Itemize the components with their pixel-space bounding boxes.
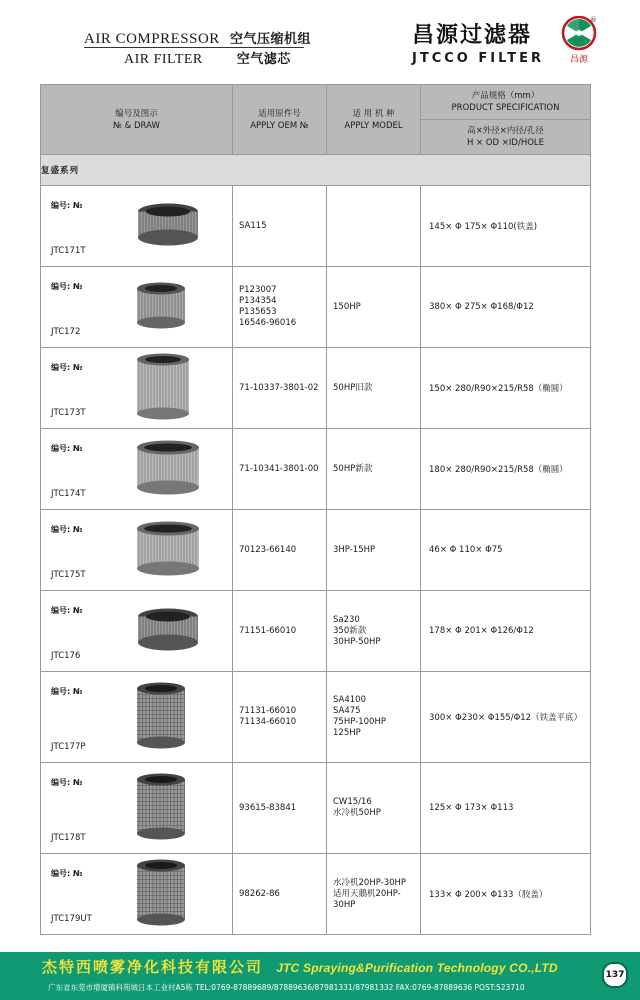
col-header-spec-sub (421, 120, 591, 155)
model-number: JTC176 (51, 651, 81, 661)
table-row (41, 510, 591, 591)
table-row (41, 267, 591, 348)
page-header (0, 0, 640, 82)
header-title-en: AIR COMPRESSOR (84, 31, 220, 47)
no-label: 编号: № (51, 201, 83, 210)
apply-model: 适用天鵝机20HP-30HP (333, 888, 401, 910)
no-label: 编号: № (51, 444, 83, 453)
spec-cell: 300× Φ230× Φ155/Φ12（铁盖平底） (421, 672, 591, 763)
model-cell (327, 186, 421, 267)
no-label: 编号: № (51, 687, 83, 696)
header-line2 (124, 48, 291, 68)
model-cell (327, 763, 421, 854)
spec-cell: 46× Φ 110× Φ75 (421, 510, 591, 591)
oem-cell (233, 672, 327, 763)
apply-model: SA4100 (333, 695, 366, 705)
model-cell (327, 591, 421, 672)
model-cell (327, 510, 421, 591)
apply-model: SA475 (333, 706, 361, 716)
oem-number: P123007 (239, 285, 277, 295)
brand (412, 18, 562, 66)
col-header-app-cn: 适 用 机 种 (352, 108, 395, 119)
header-subtitle-cn: 空气滤芯 (236, 52, 291, 67)
table-row (41, 854, 591, 935)
model-number: JTC179UT (51, 914, 92, 924)
oem-number: 71151-66010 (239, 625, 297, 636)
header-subtitle-en: AIR FILTER (124, 52, 203, 67)
col-header-spec-cn: 产品规格（mm） (471, 91, 540, 101)
no-label: 编号: № (51, 778, 83, 787)
header-title-cn: 空气压缩机组 (230, 32, 312, 47)
col-header-spec (421, 85, 591, 120)
registered-mark: ® (590, 16, 597, 24)
col-header-spec-sub-en: H × OD ×ID/HOLE (466, 138, 545, 148)
oem-cell (233, 267, 327, 348)
no-label: 编号: № (51, 282, 83, 291)
product-cell (41, 672, 233, 763)
col-header-no (41, 85, 233, 155)
filter-image (133, 681, 189, 754)
model-cell (327, 854, 421, 935)
spec-cell: 125× Φ 173× Φ113 (421, 763, 591, 854)
apply-model: 150HP (333, 301, 361, 312)
apply-model: 3HP-15HP (333, 544, 376, 555)
apply-model: 水冷机50HP (333, 808, 381, 818)
filter-image (133, 438, 203, 501)
col-header-app (327, 85, 421, 155)
apply-model: 75HP-100HP (333, 717, 386, 727)
product-cell (41, 348, 233, 429)
spec-cell: 180× 280/R90×215/R58（椭圆） (421, 429, 591, 510)
oem-cell (233, 591, 327, 672)
model-number: JTC178T (51, 833, 86, 843)
spec-cell: 150× 280/R90×215/R58（椭圆） (421, 348, 591, 429)
oem-number: 71-10341-3801-00 (239, 463, 319, 474)
table-row (41, 429, 591, 510)
no-label: 编号: № (51, 606, 83, 615)
oem-number: 16546-96016 (239, 318, 297, 328)
col-header-oem (233, 85, 327, 155)
col-header-no-en: № & DRAW (113, 120, 160, 131)
brand-name-en: JTCCO FILTER (412, 51, 544, 66)
apply-model: 125HP (333, 728, 361, 738)
oem-number: 71134-66010 (239, 717, 297, 727)
oem-number: 71-10337-3801-02 (239, 382, 319, 393)
model-number: JTC173T (51, 408, 86, 418)
model-number: JTC175T (51, 570, 86, 580)
model-cell (327, 672, 421, 763)
oem-cell (233, 763, 327, 854)
oem-number: 70123-66140 (239, 544, 297, 555)
product-cell (41, 186, 233, 267)
oem-cell (233, 186, 327, 267)
table-row (41, 591, 591, 672)
filter-image (133, 858, 189, 931)
brand-name-cn: 昌源过滤器 (412, 23, 533, 48)
logo-text: 昌源 (569, 55, 588, 65)
spec-cell: 380× Φ 275× Φ168/Φ12 (421, 267, 591, 348)
footer-address: 广东省东莞市增厦镇科苑城日本工业村A5栋 TEL:0769-87889689/87889636/87981331/87981332 FAX:0769-87889636 POST:523710 (48, 983, 525, 992)
col-header-spec-sub-cn: 高×外径×内径/孔径 (467, 126, 544, 136)
product-cell (41, 591, 233, 672)
model-number: JTC177P (51, 742, 86, 752)
oem-number: P134354 (239, 296, 277, 306)
spec-table (40, 84, 591, 935)
table-row (41, 348, 591, 429)
footer-company-cn: 杰特西喷雾净化科技有限公司 (42, 958, 264, 976)
oem-number: 71131-66010 (239, 706, 297, 716)
header-line1 (84, 28, 311, 48)
page-number: 137 (602, 962, 628, 988)
table-row (41, 672, 591, 763)
footer-company-en: JTC Spraying&Purification Technology CO.,LTD (276, 961, 558, 975)
product-cell (41, 267, 233, 348)
apply-model: CW15/16 (333, 797, 372, 807)
col-header-oem-cn: 适用原件号 (258, 108, 301, 119)
apply-model: 水冷机20HP-30HP (333, 877, 407, 888)
filter-image (133, 281, 189, 334)
oem-number: 93615-83841 (239, 802, 297, 813)
filter-image (133, 200, 203, 253)
table-row (41, 186, 591, 267)
model-cell (327, 267, 421, 348)
spec-cell: 178× Φ 201× Φ126/Φ12 (421, 591, 591, 672)
col-header-spec-en: PRODUCT SPECIFICATION (451, 103, 560, 113)
col-header-oem-en: APPLY OEM № (250, 120, 309, 131)
oem-cell (233, 854, 327, 935)
model-cell (327, 348, 421, 429)
spec-cell: 133× Φ 200× Φ133（胶盖） (421, 854, 591, 935)
apply-model: 50HP旧款 (333, 382, 373, 393)
no-label: 编号: № (51, 525, 83, 534)
product-cell (41, 429, 233, 510)
filter-image (133, 605, 203, 658)
table-row (41, 763, 591, 854)
no-label: 编号: № (51, 869, 83, 878)
footer-company (42, 956, 558, 977)
filter-image (133, 519, 203, 582)
filter-image (133, 352, 193, 425)
apply-model: 50HP新款 (333, 463, 373, 474)
filter-image (133, 772, 189, 845)
model-cell (327, 429, 421, 510)
oem-number: 98262-86 (239, 888, 280, 899)
apply-model: 350新款 (333, 625, 367, 636)
series-title: 复盛系列 (41, 155, 591, 186)
apply-model: Sa230 (333, 614, 360, 625)
model-number: JTC171T (51, 246, 86, 256)
oem-cell (233, 348, 327, 429)
model-number: JTC174T (51, 489, 86, 499)
product-cell (41, 510, 233, 591)
col-header-no-cn: 编号及图示 (115, 108, 158, 119)
footer (0, 952, 640, 1000)
spec-cell: 145× Φ 175× Φ110(铁盖) (421, 186, 591, 267)
product-cell (41, 763, 233, 854)
model-number: JTC172 (51, 327, 81, 337)
oem-cell (233, 510, 327, 591)
oem-number: SA115 (239, 220, 267, 231)
no-label: 编号: № (51, 363, 83, 372)
apply-model: 30HP-50HP (333, 636, 381, 647)
col-header-app-en: APPLY MODEL (344, 120, 403, 131)
oem-number: P135653 (239, 307, 277, 317)
oem-cell (233, 429, 327, 510)
product-cell (41, 854, 233, 935)
